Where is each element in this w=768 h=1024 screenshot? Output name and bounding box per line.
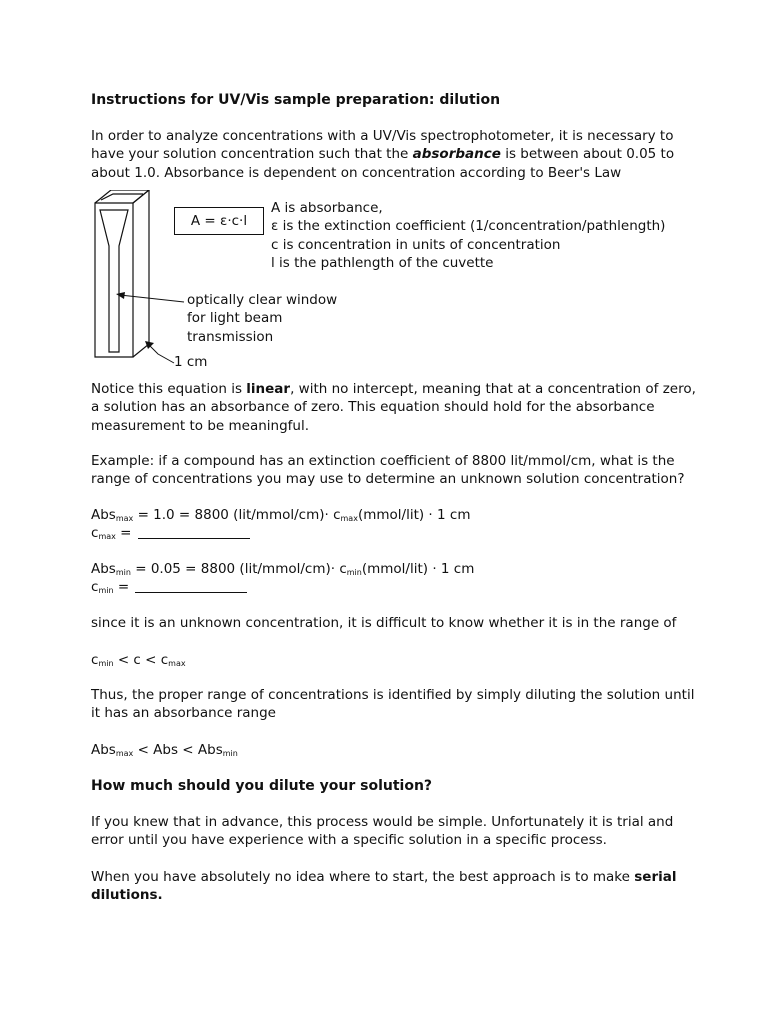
subscript-min: min — [115, 568, 131, 577]
advance-line-2: error until you have experience with a specific solution in a specific process. — [91, 832, 607, 849]
subscript-max: max — [98, 532, 116, 542]
subscript-min: min — [346, 568, 362, 577]
absorbance-range — [91, 741, 691, 759]
example-line-2: range of concentrations you may use to determine an unknown solution concentration? — [91, 471, 685, 488]
notice-line-1 — [91, 380, 696, 398]
callout-line: optically clear window — [187, 292, 338, 308]
callout-line: for light beam — [187, 310, 283, 327]
document-title: Instructions for UV/Vis sample preparation: dilution — [91, 92, 501, 108]
when-line-2 — [91, 886, 691, 904]
serial-emphasis: serial — [634, 869, 677, 885]
definition-item: c is concentration in units of concentration — [271, 236, 561, 253]
dilutions-emphasis: dilutions. — [91, 887, 163, 904]
c-range-inequality — [91, 651, 691, 669]
serial-dilutions-paragraph — [91, 868, 691, 905]
c-symbol: c — [91, 652, 99, 668]
notice-text: , with no intercept, meaning that at a concentration of zero, — [290, 381, 696, 397]
window-arrow-head — [116, 292, 125, 299]
abs-symbol: Abs — [91, 561, 116, 577]
equation-text: = 1.0 = 8800 (lit/mmol/cm)· c — [133, 507, 341, 523]
subscript-min: min — [98, 586, 114, 596]
advance-paragraph — [91, 813, 691, 850]
cuvette-front-face — [95, 203, 133, 357]
example-paragraph — [91, 452, 691, 489]
intro-line-3: about 1.0. Absorbance is dependent on concentration according to Beer's Law — [91, 164, 622, 181]
subscript-max: max — [115, 514, 134, 523]
subscript-min: min — [222, 749, 238, 758]
equation-text: (mmol/lit) · 1 cm — [361, 561, 475, 577]
thus-line-1: Thus, the proper range of concentrations is identified by simply diluting the solution until — [91, 687, 695, 703]
abs-symbol: Abs — [91, 507, 116, 523]
example-line-1: Example: if a compound has an extinction coefficient of 8800 lit/mmol/cm, what is the — [91, 453, 675, 469]
intro-text: have your solution concentration such that the — [91, 146, 413, 163]
since-line: since it is an unknown concentration, it is difficult to know whether it is in the range of — [91, 615, 677, 631]
c-min-answer-line — [91, 578, 691, 596]
notice-line-3: measurement to be meaningful. — [91, 417, 309, 434]
equals-sign: = — [115, 525, 136, 542]
cuvette-window-outline — [100, 210, 128, 352]
abs-symbol: Abs — [91, 742, 116, 758]
pathlength-label: 1 cm — [174, 354, 208, 370]
intro-line-1: In order to analyze concentrations with a UV/Vis spectrophotometer, it is necessary to — [91, 128, 674, 144]
thus-paragraph — [91, 686, 695, 723]
c-symbol: c — [91, 579, 99, 596]
answer-blank — [138, 526, 250, 539]
c-max-answer-line — [91, 524, 691, 542]
cuvette-diagram — [88, 190, 188, 370]
absorbance-emphasis: absorbance — [412, 146, 501, 163]
when-line-1 — [91, 868, 691, 886]
abs-max-equation — [91, 506, 691, 524]
thus-line-2: it has an absorbance range — [91, 705, 276, 722]
subscript-max: max — [115, 749, 134, 758]
definition-item: ε is the extinction coefficient (1/concentration/pathlength) — [271, 218, 666, 235]
cuvette-side-face — [133, 190, 149, 357]
max-calculation — [91, 506, 691, 543]
equation-text: (mmol/lit) · 1 cm — [357, 507, 471, 523]
beers-law-equation: A = ε·c·l — [174, 207, 264, 235]
advance-line-1: If you knew that in advance, this process would be simple. Unfortunately it is trial and — [91, 814, 674, 830]
answer-blank — [135, 580, 247, 593]
linear-emphasis: linear — [246, 381, 291, 397]
definition-item: l is the pathlength of the cuvette — [271, 255, 494, 272]
equals-sign: = — [113, 579, 134, 596]
equation-text: = 0.05 = 8800 (lit/mmol/cm)· c — [130, 561, 347, 577]
min-calculation — [91, 560, 691, 597]
when-text: When you have absolutely no idea where to start, the best approach is to make — [91, 869, 635, 885]
notice-line-2: a solution has an absorbance of zero. This equation should hold for the absorbance — [91, 399, 655, 416]
subscript-max: max — [168, 659, 186, 668]
intro-paragraph — [91, 127, 691, 182]
definition-item: A is absorbance, — [271, 200, 383, 216]
subscript-min: min — [98, 659, 114, 668]
abs-range-inequality — [91, 741, 691, 759]
abs-min-equation — [91, 560, 691, 578]
intro-text: is between about 0.05 to — [500, 146, 675, 163]
equation-definitions — [271, 199, 665, 273]
concentration-range — [91, 651, 691, 669]
c-symbol: c — [91, 525, 99, 542]
callout-line: transmission — [187, 328, 274, 345]
dilution-question-heading: How much should you dilute your solution? — [91, 778, 433, 794]
cuvette-inner-rim — [101, 194, 143, 200]
window-pointer-arrow — [120, 295, 184, 302]
inequality-text: < Abs < Abs — [133, 742, 223, 758]
intro-line-2 — [91, 145, 691, 163]
window-callout — [187, 291, 337, 346]
since-paragraph — [91, 614, 691, 632]
notice-text: Notice this equation is — [91, 381, 247, 397]
notice-paragraph — [91, 380, 696, 435]
subscript-max: max — [340, 514, 358, 523]
pathlength-arrow-head — [145, 341, 154, 349]
inequality-text: < c < c — [113, 652, 169, 668]
